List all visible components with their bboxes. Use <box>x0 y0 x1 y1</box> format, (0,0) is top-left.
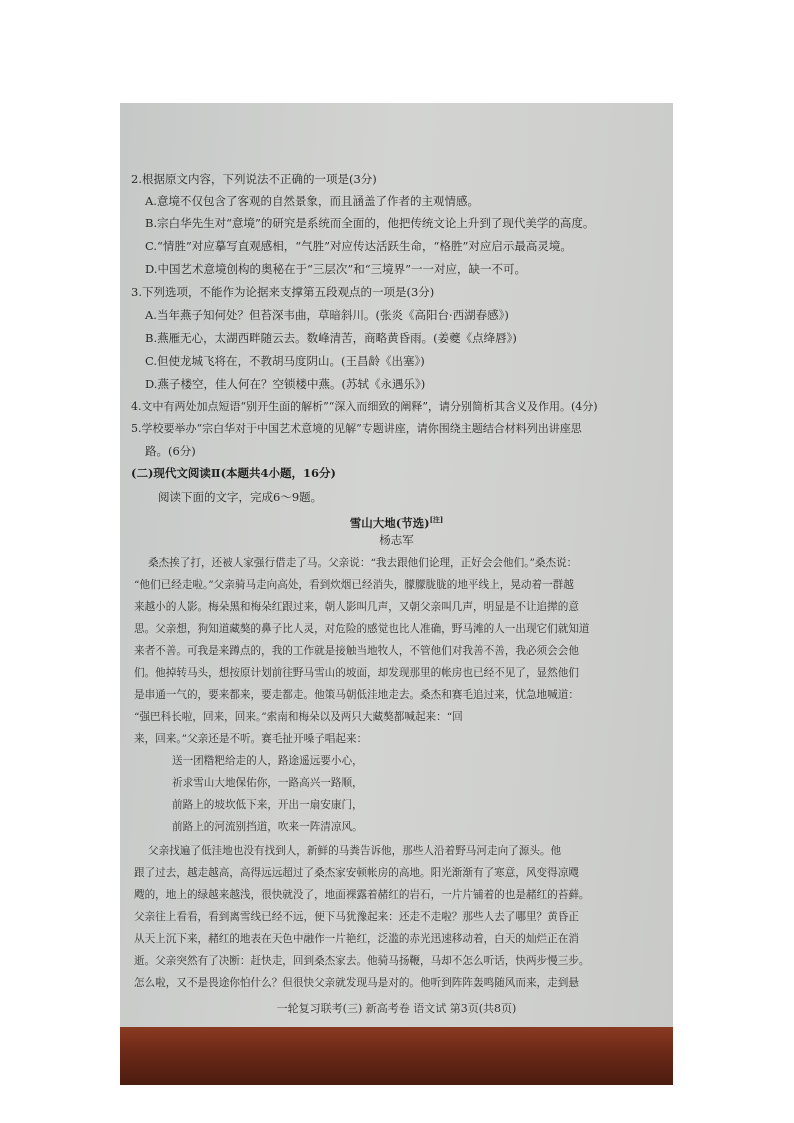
question-5-cont: 路。(6分) <box>145 444 196 458</box>
question-5: 5.学校要举办“宗白华对于中国艺术意境的见解”专题讲座，请你围绕主题结合材料列出讲座思 <box>131 422 582 435</box>
passage-line: 从天上沉下来，赭红的地表在天色中融作一片艳红，泛滥的赤光迅速移动着，白天的灿烂正在消 <box>134 933 579 945</box>
passage-line: 父亲找遍了低洼地也没有找到人，新鲜的马粪告诉他，那些人沿着野马河走向了源头。他 <box>148 845 562 857</box>
song-line: 前路上的河流别挡道，吹来一阵清凉风。 <box>172 821 363 833</box>
passage-line: 飕的，地上的绿越来越浅，很快就没了，地面裸露着赭红的岩石，一片片铺着的也是赭红的苔藓。 <box>134 889 590 901</box>
question-2: 2.根据原文内容，下列说法不正确的一项是(3分) <box>131 172 377 186</box>
passage-line: 来，回来。”父亲还是不听。赛毛扯开嗓子唱起来： <box>134 733 368 745</box>
passage-line: 父亲往上看看，看到离雪线已经不远，便下马犹豫起来：还走不走啦？那些人去了哪里？黄昏正 <box>134 911 579 923</box>
exam-paper <box>120 103 673 1027</box>
passage-author: 杨志军 <box>379 533 414 547</box>
section-instruction: 阅读下面的文字，完成6～9题。 <box>158 490 323 504</box>
passage-title <box>120 512 673 531</box>
question-3-option-a: A.当年燕子知何处？但苔深韦曲，草暗斜川。(张炎《高阳台·西湖春感》) <box>145 308 509 322</box>
title-note-mark: [注] <box>429 515 444 524</box>
question-2-option-a: A.意境不仅包含了客观的自然景象，而且涵盖了作者的主观情感。 <box>145 194 479 208</box>
passage-line: 是串通一气的，要来都来，要走都走。他策马朝低洼地走去。桑杰和赛毛追过来，忧急地喊道： <box>134 689 579 701</box>
page-footer: 一轮复习联考(三) 新高考卷 语文试 第3页(共8页) <box>276 1002 517 1015</box>
question-4: 4.文中有两处加点短语“别开生面的解析”“深入而细致的阐释”，请分别简析其含义及作用。(4分) <box>131 400 598 413</box>
photographed-page <box>120 103 673 1085</box>
passage-line: “强巴科长啦，回来，回来。”索南和梅朵以及两只大藏獒都喊起来：“回 <box>134 711 463 723</box>
song-line: 送一团糌粑给走的人，路途遥远要小心， <box>172 755 363 767</box>
passage-line: “他们已经走啦。”父亲骑马走向高处，看到炊烟已经消失，朦朦胧胧的地平线上，晃动着一群越 <box>134 579 574 591</box>
passage-line: 来者不善。可我是来蹲点的，我的工作就是接触当地牧人，不管他们对我善不善，我必须会会他 <box>134 645 579 657</box>
passage-line: 怎么啦，又不是畏途你怕什么？但很快父亲就发现马是对的。他听到阵阵轰鸣随风而来，走到悬 <box>134 977 579 989</box>
question-2-option-d: D.中国艺术意境创构的奥秘在于“三层次”和“三境界”一一对应，缺一不可。 <box>145 262 526 276</box>
passage-line: 逝。父亲突然有了决断：赶快走，回到桑杰家去。他骑马扬鞭，马却不怎么听话，快两步慢三步。 <box>134 955 590 967</box>
passage-line: 来越小的人影。梅朵黑和梅朵红跟过来，朝人影叫几声，又朝父亲叫几声，明显是不让追撵的意 <box>134 601 579 613</box>
question-3: 3.下列选项，不能作为论据来支撑第五段观点的一项是(3分) <box>131 285 435 299</box>
question-3-option-b: B.燕雁无心，太湖西畔随云去。数峰清苦，商略黄昏雨。(姜夔《点绛唇》) <box>145 331 517 345</box>
section-heading: (二)现代文阅读Ⅱ(本题共4小题，16分) <box>131 466 336 480</box>
question-2-option-c: C.“情胜”对应摹写直观感相，“气胜”对应传达活跃生命，“格胜”对应启示最高灵境。 <box>145 239 572 253</box>
passage-line: 们。他掉转马头，想按原计划前往野马雪山的坡面，却发现那里的帐房也已经不见了，显然他们 <box>134 667 579 679</box>
passage-title-text: 雪山大地(节选) <box>349 515 430 530</box>
passage-line: 跟了过去，越走越高，高得远远超过了桑杰家安顿帐房的高地。阳光渐渐有了寒意，风变得凉飕 <box>134 867 579 879</box>
passage-line: 桑杰挨了打，还被人家强行借走了马。父亲说：“我去跟他们论理，正好会会他们。”桑杰说： <box>148 557 578 569</box>
song-line: 祈求雪山大地保佑你，一路高兴一路顺， <box>172 777 363 789</box>
question-2-option-b: B.宗白华先生对“意境”的研究是系统而全面的，他把传统文论上升到了现代美学的高度。 <box>145 216 595 230</box>
question-3-option-d: D.燕子楼空，佳人何在？空锁楼中燕。(苏轼《永遇乐》) <box>145 377 426 391</box>
wooden-table-edge <box>120 1027 673 1085</box>
song-line: 前路上的坡坎低下来，开出一扇安康门， <box>172 799 363 811</box>
question-3-option-c: C.但使龙城飞将在，不教胡马度阴山。(王昌龄《出塞》) <box>145 354 425 368</box>
passage-line: 思。父亲想，狗知道藏獒的鼻子比人灵，对危险的感觉也比人准确，野马滩的人一出现它们就知道 <box>134 623 590 635</box>
